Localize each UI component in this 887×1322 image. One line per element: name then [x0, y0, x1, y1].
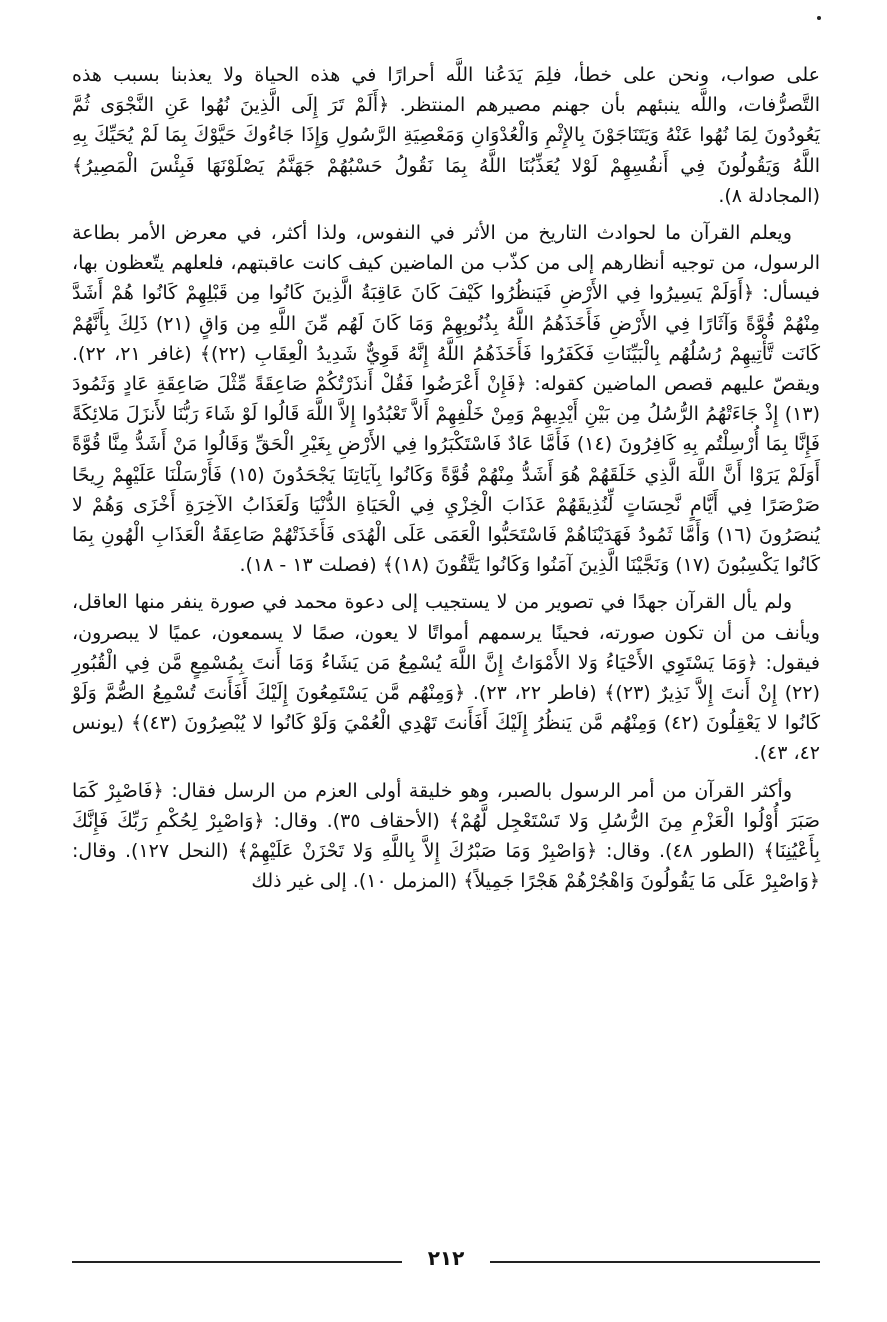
page-number: ٢١٢: [427, 1246, 465, 1270]
page-body: [72, 60, 820, 903]
paragraph-text: وأكثر القرآن من أمر الرسول بالصبر، وهو خليقة أولى العزم من الرسل فقال: ﴿فَاصْبِرْ كَمَا صَبَرَ أُوْلُوا الْعَزْمِ مِنَ الرُّسُلِ وَلا تَسْتَعْجِل لَّهُمْ﴾ (الأحقاف ٣٥). وقال: ﴿وَاصْبِرْ لِحُكْمِ رَبِّكَ فَإِنَّكَ بِأَعْيُنِنَا﴾ (الطور ٤٨). وقال: ﴿وَاصْبِرْ وَمَا صَبْرُكَ إِلاَّ بِاللَّهِ وَلا تَحْزَنْ عَلَيْهِمْ﴾ (النحل ١٢٧). وقال: ﴿وَاصْبِرْ عَلَى مَا يَقُولُونَ وَاهْجُرْهُمْ هَجْرًا جَمِيلاً﴾ (المزمل ١٠). إلى غير ذلك: [72, 779, 820, 893]
paragraph-4: [72, 776, 820, 897]
paragraph-3: [72, 587, 820, 768]
paragraph-1: [72, 60, 820, 211]
paragraph-text: على صواب، ونحن على خطأ، فلِمَ يَدَعُنا اللَّه أحرارًا في هذه الحياة ولا يعذبنا بسبب هذه التَّصرُّفات، واللَّه ينبئهم بأن جهنم مصيرهم المنتظر. ﴿أَلَمْ تَرَ إِلَى الَّذِينَ نُهُوا عَنِ النَّجْوَى ثُمَّ يَعُودُونَ لِمَا نُهُوا عَنْهُ وَيَتَنَاجَوْنَ بِالإِثْمِ وَالْعُدْوَانِ وَمَعْصِيَةِ الرَّسُولِ وَإِذَا جَاءُوكَ حَيَّوْكَ بِمَا لَمْ يُحَيِّكَ بِهِ اللَّهُ وَيَقُولُونَ فِي أَنفُسِهِمْ لَوْلا يُعَذِّبُنَا اللَّهُ بِمَا نَقُولُ حَسْبُهُمْ جَهَنَّمُ يَصْلَوْنَهَا فَبِئْسَ الْمَصِيرُ﴾ (المجادلة ٨).: [72, 64, 820, 207]
footer-rule-right: [490, 1261, 820, 1263]
page-speck: [817, 16, 821, 20]
paragraph-text: ويعلم القرآن ما لحوادث التاريخ من الأثر في النفوس، ولذا أكثر، في معرض الأمر بطاعة الرسول، من توجيه أنظارهم إلى من كذّب من الماضين كيف كانت عاقبتهم، فلعلهم يتّعظون بها، فيسأل: ﴿أَوَلَمْ يَسِيرُوا فِي الأَرْضِ فَيَنظُرُوا كَيْفَ كَانَ عَاقِبَةُ الَّذِينَ كَانُوا مِن قَبْلِهِمْ كَانُوا هُمْ أَشَدَّ مِنْهُمْ قُوَّةً وَآثَارًا فِي الأَرْضِ فَأَخَذَهُمُ اللَّهُ بِذُنُوبِهِمْ وَمَا كَانَ لَهُم مِّنَ اللَّهِ مِن وَاقٍ (٢١) ذَلِكَ بِأَنَّهُمْ كَانَت تَّأْتِيهِمْ رُسُلُهُم بِالْبَيِّنَاتِ فَكَفَرُوا فَأَخَذَهُمُ اللَّهُ إِنَّهُ قَوِيٌّ شَدِيدُ الْعِقَابِ (٢٢)﴾ (غافر ٢١، ٢٢). ويقصّ عليهم قصص الماضين كقوله: ﴿فَإِنْ أَعْرَضُوا فَقُلْ أَنذَرْتُكُمْ صَاعِقَةً مِّثْلَ صَاعِقَةِ عَادٍ وَثَمُودَ (١٣) إِذْ جَاءَتْهُمُ الرُّسُلُ مِن بَيْنِ أَيْدِيهِمْ وَمِنْ خَلْفِهِمْ أَلاَّ تَعْبُدُوا إِلاَّ اللَّهَ قَالُوا لَوْ شَاءَ رَبُّنَا لأَنزَلَ مَلائِكَةً فَإِنَّا بِمَا أُرْسِلْتُم بِهِ كَافِرُونَ (١٤) فَأَمَّا عَادٌ فَاسْتَكْبَرُوا فِي الأَرْضِ بِغَيْرِ الْحَقِّ وَقَالُوا مَنْ أَشَدُّ مِنَّا قُوَّةً أَوَلَمْ يَرَوْا أَنَّ اللَّهَ الَّذِي خَلَقَهُمْ هُوَ أَشَدُّ مِنْهُمْ قُوَّةً وَكَانُوا بِآيَاتِنَا يَجْحَدُونَ (١٥) فَأَرْسَلْنَا عَلَيْهِمْ رِيحًا صَرْصَرًا فِي أَيَّامٍ نَّحِسَاتٍ لِّنُذِيقَهُمْ عَذَابَ الْخِزْيِ فِي الْحَيَاةِ الدُّنْيَا وَلَعَذَابُ الآخِرَةِ أَخْزَى وَهُمْ لا يُنصَرُونَ (١٦) وَأَمَّا ثَمُودُ فَهَدَيْنَاهُمْ فَاسْتَحَبُّوا الْعَمَى عَلَى الْهُدَى فَأَخَذَتْهُمْ صَاعِقَةُ الْعَذَابِ الْهُونِ بِمَا كَانُوا يَكْسِبُونَ (١٧) وَنَجَّيْنَا الَّذِينَ آمَنُوا وَكَانُوا يَتَّقُونَ (١٨)﴾ (فصلت ١٣ - ١٨).: [72, 222, 821, 577]
paragraph-text: ولم يأل القرآن جهدًا في تصوير من لا يستجيب إلى دعوة محمد في صورة ينفر منها العاقل، ويأنف من أن تكون صورته، فحينًا يرسمهم أمواتًا لا يعون، صمًا لا يسمعون، عميًا لا يبصرون، فيقول: ﴿وَمَا يَسْتَوِي الأَحْيَاءُ وَلا الأَمْوَاتُ إِنَّ اللَّهَ يُسْمِعُ مَن يَشَاءُ وَمَا أَنتَ بِمُسْمِعٍ مَّن فِي الْقُبُورِ (٢٢) إِنْ أَنتَ إِلاَّ نَذِيرٌ (٢٣)﴾ (فاطر ٢٢، ٢٣). ﴿وَمِنْهُم مَّن يَسْتَمِعُونَ إِلَيْكَ أَفَأَنتَ تُسْمِعُ الصُّمَّ وَلَوْ كَانُوا لا يَعْقِلُونَ (٤٢) وَمِنْهُم مَّن يَنظُرُ إِلَيْكَ أَفَأَنتَ تَهْدِي الْعُمْيَ وَلَوْ كَانُوا لا يُبْصِرُونَ (٤٣)﴾ (يونس ٤٢، ٤٣).: [72, 591, 821, 765]
footer-rule-left: [72, 1261, 402, 1263]
paragraph-2: [72, 218, 820, 580]
page-footer: [72, 1242, 820, 1282]
